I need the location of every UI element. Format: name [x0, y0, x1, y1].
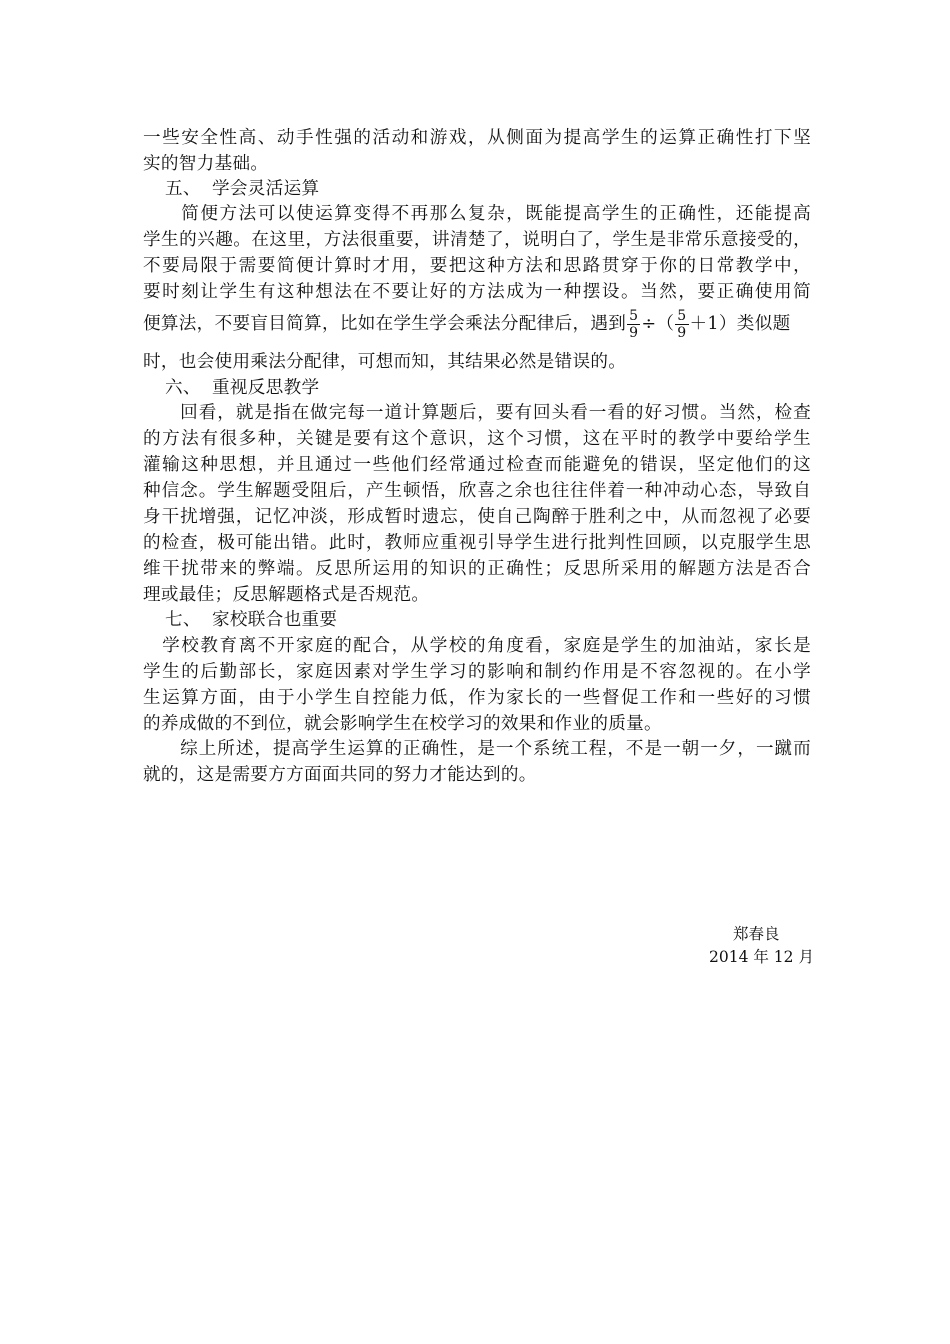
paragraph-line: 一些安全性高、动手性强的活动和游戏，从侧面为提高学生的运算正确性打下坚 [143, 128, 811, 148]
paragraph-line: 学生的后勤部长，家庭因素对学生学习的影响和制约作用是不容忽视的。在小学 [143, 662, 811, 682]
heading-title: 重视反思教学 [212, 378, 320, 398]
paragraph-line: 身干扰增强，记忆冲淡，形成暂时遗忘，使自己陶醉于胜利之中，从而忽视了必要 [143, 507, 811, 527]
fraction-numerator: 5 [677, 307, 687, 324]
paragraph-line: 灌输这种思想，并且通过一些他们经常通过检查而能避免的错误，坚定他们的这 [143, 455, 811, 475]
heading-title: 家校联合也重要 [212, 610, 338, 630]
fraction-denominator: 9 [677, 324, 687, 341]
section-heading-7 [165, 607, 833, 633]
signature-date: 2014 年 12 月 [709, 948, 814, 966]
fraction-numerator: 5 [629, 307, 639, 324]
paragraph-line: 不要局限于需要简便计算时才用，要把这种方法和思路贯穿于你的日常教学中， [143, 256, 811, 276]
divide-symbol: ÷（ [641, 314, 675, 334]
section-heading-5 [165, 176, 833, 202]
paragraph-line: 实的智力基础。 [143, 154, 269, 174]
section-heading-6 [165, 375, 833, 401]
paragraph-line: 学校教育离不开家庭的配合，从学校的角度看，家庭是学生的加油站，家长是 [143, 636, 811, 656]
paragraph-line: 的养成做的不到位，就会影响学生在校学习的效果和作业的质量。 [143, 714, 662, 734]
math-line-text-after: ＋1）类似题 [689, 314, 791, 334]
paragraph-line: 种信念。学生解题受阻后，产生顿悟，欣喜之余也往往伴着一种冲动心态，导致自 [143, 481, 811, 501]
heading-title: 学会灵活运算 [212, 179, 320, 199]
fraction-denominator: 9 [629, 324, 639, 341]
paragraph-line: 生运算方面，由于小学生自控能力低，作为家长的一些督促工作和一些好的习惯 [143, 688, 811, 708]
heading-number: 五、 [165, 179, 201, 199]
paragraph-line: 回看，就是指在做完每一道计算题后，要有回头看一看的好习惯。当然，检查 [143, 403, 811, 423]
paragraph-line: 简便方法可以使运算变得不再那么复杂，既能提高学生的正确性，还能提高 [143, 204, 811, 224]
paragraph-line: 维干扰带来的弊端。反思所运用的知识的正确性；反思所采用的解题方法是否合 [143, 559, 811, 579]
math-line-text-before: 便算法，不要盲目简算，比如在学生学会乘法分配律后，遇到 [143, 314, 627, 334]
fraction-5-9 [675, 308, 688, 341]
paragraph-line: 理或最佳；反思解题格式是否规范。 [143, 585, 430, 605]
paragraph-line: 时，也会使用乘法分配律，可想而知，其结果必然是错误的。 [143, 352, 627, 372]
fraction-5-9 [627, 308, 640, 341]
paragraph-line: 就的，这是需要方方面面共同的努力才能达到的。 [143, 765, 537, 785]
paragraph-line: 的方法有很多种，关键是要有这个意识，这个习惯，这在平时的教学中要给学生 [143, 429, 811, 449]
paragraph-line: 学生的兴趣。在这里，方法很重要，讲清楚了，说明白了，学生是非常乐意接受的， [143, 230, 811, 250]
heading-number: 七、 [165, 610, 201, 630]
paragraph-line: 的检查，极可能出错。此时，教师应重视引导学生进行批判性回顾，以克服学生思 [143, 533, 811, 553]
heading-number: 六、 [165, 378, 201, 398]
paragraph-line: 要时刻让学生有这种想法在不要让好的方法成为一种摆设。当然，要正确使用简 [143, 282, 811, 302]
author-signature: 郑春良 [733, 925, 780, 943]
math-expression-line [143, 304, 811, 344]
paragraph-line: 综上所述，提高学生运算的正确性，是一个系统工程，不是一朝一夕，一蹴而 [143, 739, 811, 759]
